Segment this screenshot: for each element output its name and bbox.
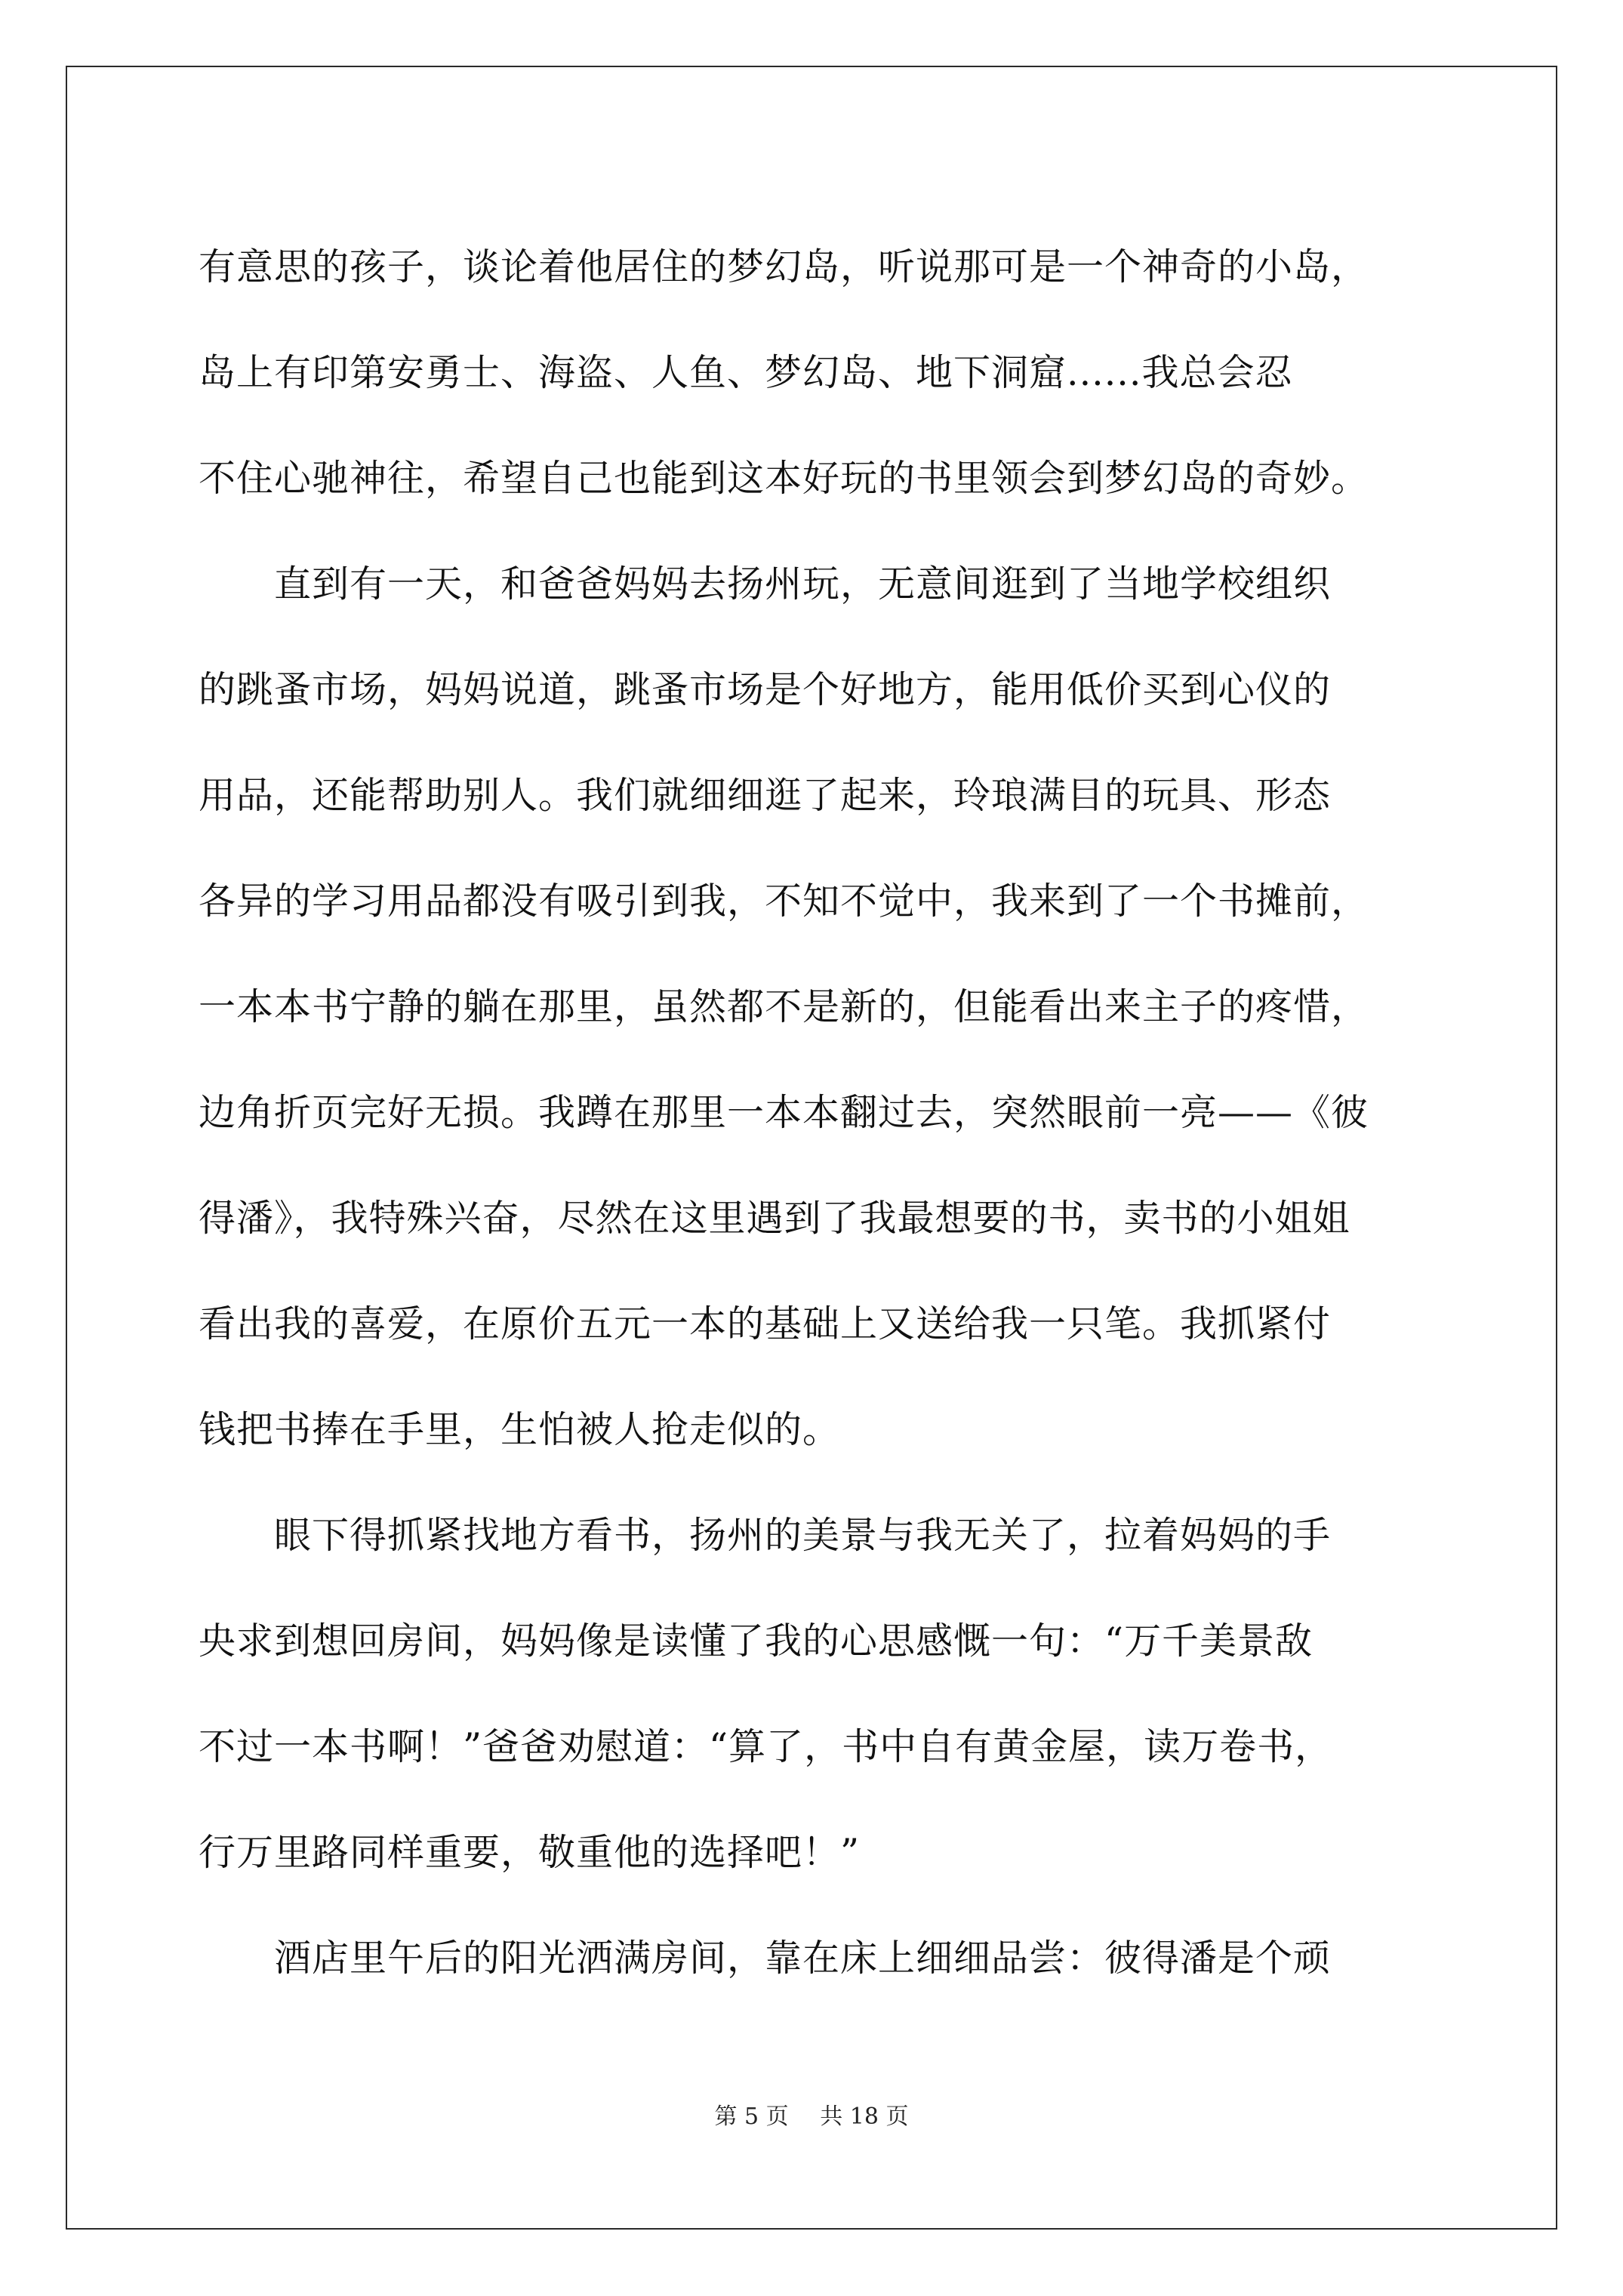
- text-line: 不住心驰神往，希望自己也能到这本好玩的书里领会到梦幻岛的奇妙。: [199, 457, 1369, 500]
- page-footer: [0, 2097, 1623, 2131]
- text-line: 钱把书捧在手里，生怕被人抢走似的。: [199, 1408, 841, 1451]
- text-line: 有意思的孩子，谈论着他居住的梦幻岛，听说那可是一个神奇的小岛，: [199, 245, 1369, 288]
- text-line: 得潘》，我特殊兴奋，尽然在这里遇到了我最想要的书，卖书的小姐姐: [199, 1197, 1350, 1240]
- text-line: 用品，还能帮助别人。我们就细细逛了起来，玲琅满目的玩具、形态: [199, 774, 1332, 817]
- page-total: 共 18 页: [820, 2103, 909, 2130]
- paragraph-first-line: 直到有一天，和爸爸妈妈去扬州玩，无意间逛到了当地学校组织: [274, 562, 1332, 606]
- text-line: 行万里路同样重要，敬重他的选择吧！”: [199, 1831, 861, 1874]
- text-line: 看出我的喜爱，在原价五元一本的基础上又送给我一只笔。我抓紧付: [199, 1302, 1332, 1345]
- text-line: 边角折页完好无损。我蹲在那里一本本翻过去，突然眼前一亮——《彼: [199, 1091, 1369, 1134]
- text-line: 一本本书宁静的躺在那里，虽然都不是新的，但能看出来主子的疼惜，: [199, 985, 1369, 1028]
- paragraph-first-line: 眼下得抓紧找地方看书，扬州的美景与我无关了，拉着妈妈的手: [274, 1514, 1332, 1557]
- paragraph-first-line: 酒店里午后的阳光洒满房间，靠在床上细细品尝：彼得潘是个顽: [274, 1937, 1332, 1980]
- text-line: 的跳蚤市场，妈妈说道，跳蚤市场是个好地方，能用低价买到心仪的: [199, 668, 1332, 711]
- text-line: 各异的学习用品都没有吸引到我，不知不觉中，我来到了一个书摊前，: [199, 880, 1369, 923]
- text-line: 不过一本书啊！”爸爸劝慰道：“算了，书中自有黄金屋，读万卷书，: [199, 1725, 1333, 1768]
- text-line: 央求到想回房间，妈妈像是读懂了我的心思感慨一句：“万千美景敌: [199, 1620, 1313, 1663]
- text-line: 岛上有印第安勇士、海盗、人鱼、梦幻岛、地下洞窟......我总会忍: [199, 351, 1293, 394]
- document-body: [199, 214, 1444, 2011]
- page-number: 第 5 页: [714, 2103, 789, 2130]
